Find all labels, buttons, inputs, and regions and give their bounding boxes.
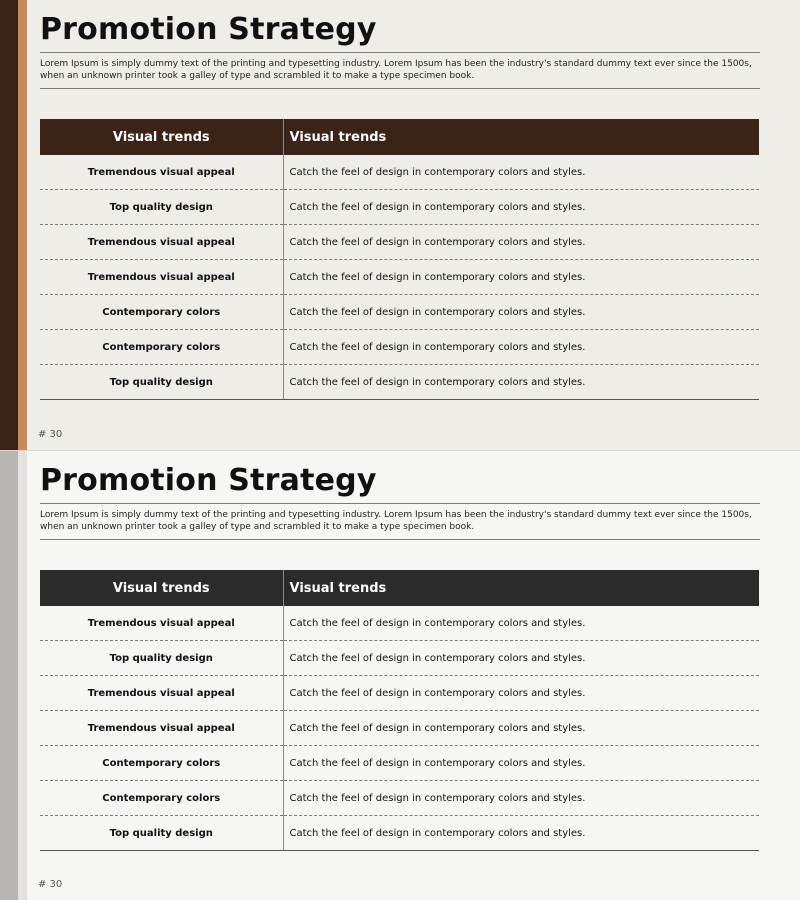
row-description: Catch the feel of design in contemporary colors and styles. [283,365,759,400]
table-row [40,295,759,330]
table-header-row [40,119,759,155]
slide-content [40,451,760,851]
side-stripe-dark [0,0,18,450]
table-row [40,781,759,816]
intro-text: Lorem Ipsum is simply dummy text of the printing and typesetting industry. Lorem Ipsum has been the industry's standard dummy text ever since the 1500s, when an unknown printer took a galley of type and scrambled it to make a type specimen book. [40,510,752,532]
divider-bottom [40,539,760,540]
row-label: Top quality design [40,365,283,400]
table-row [40,225,759,260]
table-row [40,155,759,190]
divider-bottom [40,88,760,89]
table-row [40,606,759,641]
column-header: Visual trends [40,570,283,606]
table-row [40,365,759,400]
row-label: Tremendous visual appeal [40,606,283,641]
table-row [40,190,759,225]
table-row [40,816,759,851]
row-description: Catch the feel of design in contemporary colors and styles. [283,781,759,816]
column-header: Visual trends [40,119,283,155]
row-label: Tremendous visual appeal [40,711,283,746]
row-description: Catch the feel of design in contemporary colors and styles. [283,260,759,295]
row-description: Catch the feel of design in contemporary colors and styles. [283,711,759,746]
row-label: Tremendous visual appeal [40,260,283,295]
table-row [40,330,759,365]
table-row [40,711,759,746]
row-label: Contemporary colors [40,746,283,781]
slide-gray [0,450,800,900]
row-label: Top quality design [40,641,283,676]
page-number: # 30 [38,879,63,890]
row-description: Catch the feel of design in contemporary colors and styles. [283,676,759,711]
strategy-table [40,570,759,851]
row-description: Catch the feel of design in contemporary colors and styles. [283,330,759,365]
strategy-table [40,119,759,400]
side-stripe-light [18,451,27,900]
slide-content [40,0,760,400]
column-header: Visual trends [283,570,759,606]
table-row [40,641,759,676]
row-label: Top quality design [40,816,283,851]
intro-text: Lorem Ipsum is simply dummy text of the printing and typesetting industry. Lorem Ipsum has been the industry's standard dummy text ever since the 1500s, when an unknown printer took a galley of type and scrambled it to make a type specimen book. [40,59,752,81]
table-row [40,746,759,781]
row-description: Catch the feel of design in contemporary colors and styles. [283,746,759,781]
slide-title: Promotion Strategy [40,12,377,47]
row-description: Catch the feel of design in contemporary colors and styles. [283,606,759,641]
side-stripe-light [18,0,27,450]
row-label: Tremendous visual appeal [40,676,283,711]
table-row [40,260,759,295]
slide-title: Promotion Strategy [40,463,377,498]
row-description: Catch the feel of design in contemporary colors and styles. [283,225,759,260]
row-label: Contemporary colors [40,295,283,330]
row-description: Catch the feel of design in contemporary colors and styles. [283,295,759,330]
row-label: Top quality design [40,190,283,225]
row-description: Catch the feel of design in contemporary colors and styles. [283,155,759,190]
side-stripe-dark [0,451,18,900]
row-label: Contemporary colors [40,781,283,816]
row-description: Catch the feel of design in contemporary colors and styles. [283,816,759,851]
page-number: # 30 [38,429,63,440]
row-label: Contemporary colors [40,330,283,365]
column-header: Visual trends [283,119,759,155]
row-label: Tremendous visual appeal [40,155,283,190]
table-row [40,676,759,711]
row-description: Catch the feel of design in contemporary colors and styles. [283,190,759,225]
row-description: Catch the feel of design in contemporary colors and styles. [283,641,759,676]
table-header-row [40,570,759,606]
row-label: Tremendous visual appeal [40,225,283,260]
